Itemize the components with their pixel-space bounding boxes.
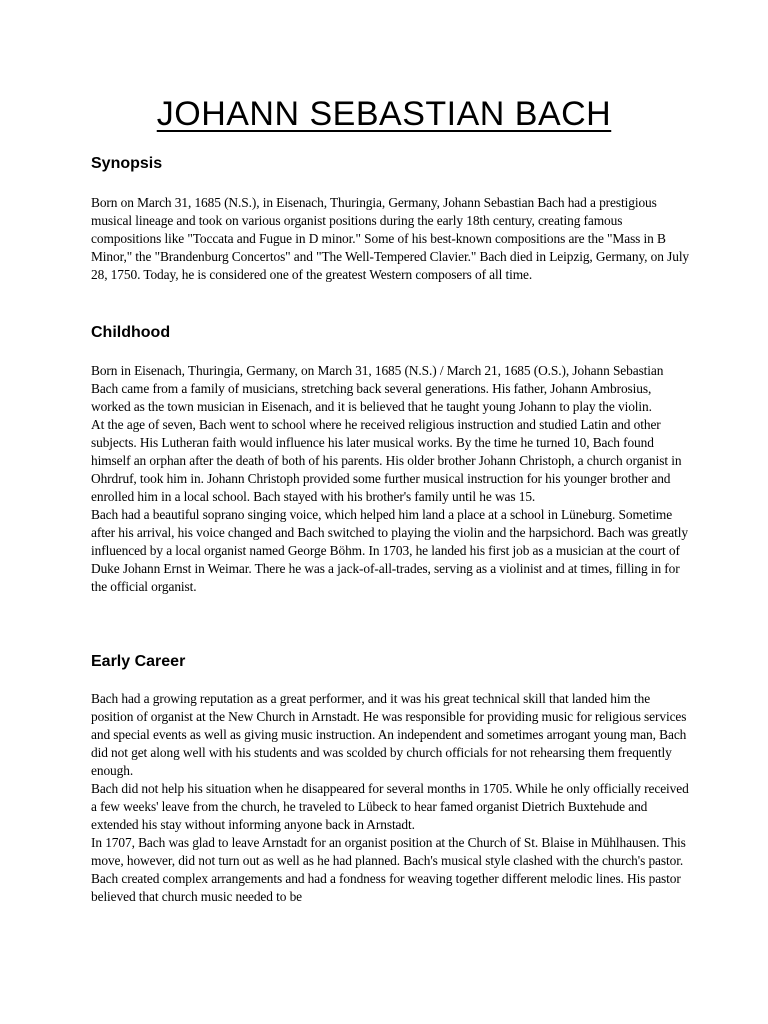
section-body-synopsis bbox=[91, 194, 691, 284]
section-heading-early-career: Early Career bbox=[91, 653, 186, 670]
section-body-early-career bbox=[91, 690, 691, 906]
section-heading-synopsis: Synopsis bbox=[91, 155, 163, 172]
paragraph: Bach had a growing reputation as a great performer, and it was his great technical skill that landed him the position of organist at the New Church in Arnstadt. He was responsible for providing music for religious services and special events as well as giving music instruction. An independent and sometimes arrogant young man, Bach did not get along well with his students and was scolded by church officials for not rehearsing them frequently enough. bbox=[91, 691, 687, 778]
paragraph: Bach did not help his situation when he disappeared for several months in 1705. While he only officially received a few weeks' leave from the church, he traveled to Lübeck to hear famed organist Dietrich Buxtehude and extended his stay without informing anyone back in Arnstadt. bbox=[91, 781, 689, 832]
document-title bbox=[0, 92, 768, 136]
section-heading-childhood: Childhood bbox=[91, 324, 171, 341]
document-title-text: JOHANN SEBASTIAN BACH bbox=[156, 95, 612, 133]
paragraph: Born in Eisenach, Thuringia, Germany, on March 31, 1685 (N.S.) / March 21, 1685 (O.S.), Johann Sebastian Bach came from a family of musicians, stretching back several generations. His father, Johann Ambrosius, worked as the town musician in Eisenach, and it is believed that he taught young Johann to play the violin. bbox=[91, 363, 664, 414]
paragraph: Born on March 31, 1685 (N.S.), in Eisenach, Thuringia, Germany, Johann Sebastian Bach had a prestigious musical lineage and took on various organist positions during the early 18th century, creating famous compositions like "Toccata and Fugue in D minor." Some of his best-known compositions are the "Mass in B Minor," the "Brandenburg Concertos" and "The Well-Tempered Clavier." Bach died in Leipzig, Germany, on July 28, 1750. Today, he is considered one of the greatest Western composers of all time. bbox=[91, 195, 690, 282]
paragraph: At the age of seven, Bach went to school where he received religious instruction and studied Latin and other subjects. His Lutheran faith would influence his later musical works. By the time he turned 10, Bach found himself an orphan after the death of both of his parents. His older brother Johann Christoph, a church organist in Ohrdruf, took him in. Johann Christoph provided some further musical instruction for his younger brother and enrolled him in a local school. Bach stayed with his brother's family until he was 15. bbox=[91, 417, 682, 504]
paragraph: Bach had a beautiful soprano singing voice, which helped him land a place at a school in Lüneburg. Sometime after his arrival, his voice changed and Bach switched to playing the violin and the harpsichord. Bach was greatly influenced by a local organist named George Böhm. In 1703, he landed his first job as a musician at the court of Duke Johann Ernst in Weimar. There he was a jack-of-all-trades, serving as a violinist and at times, filling in for the official organist. bbox=[91, 507, 688, 594]
paragraph: In 1707, Bach was glad to leave Arnstadt for an organist position at the Church of St. Blaise in Mühlhausen. This move, however, did not turn out as well as he had planned. Bach's musical style clashed with the church's pastor. Bach created complex arrangements and had a fondness for weaving together different melodic lines. His pastor believed that church music needed to be bbox=[91, 835, 686, 904]
section-body-childhood bbox=[91, 362, 691, 596]
